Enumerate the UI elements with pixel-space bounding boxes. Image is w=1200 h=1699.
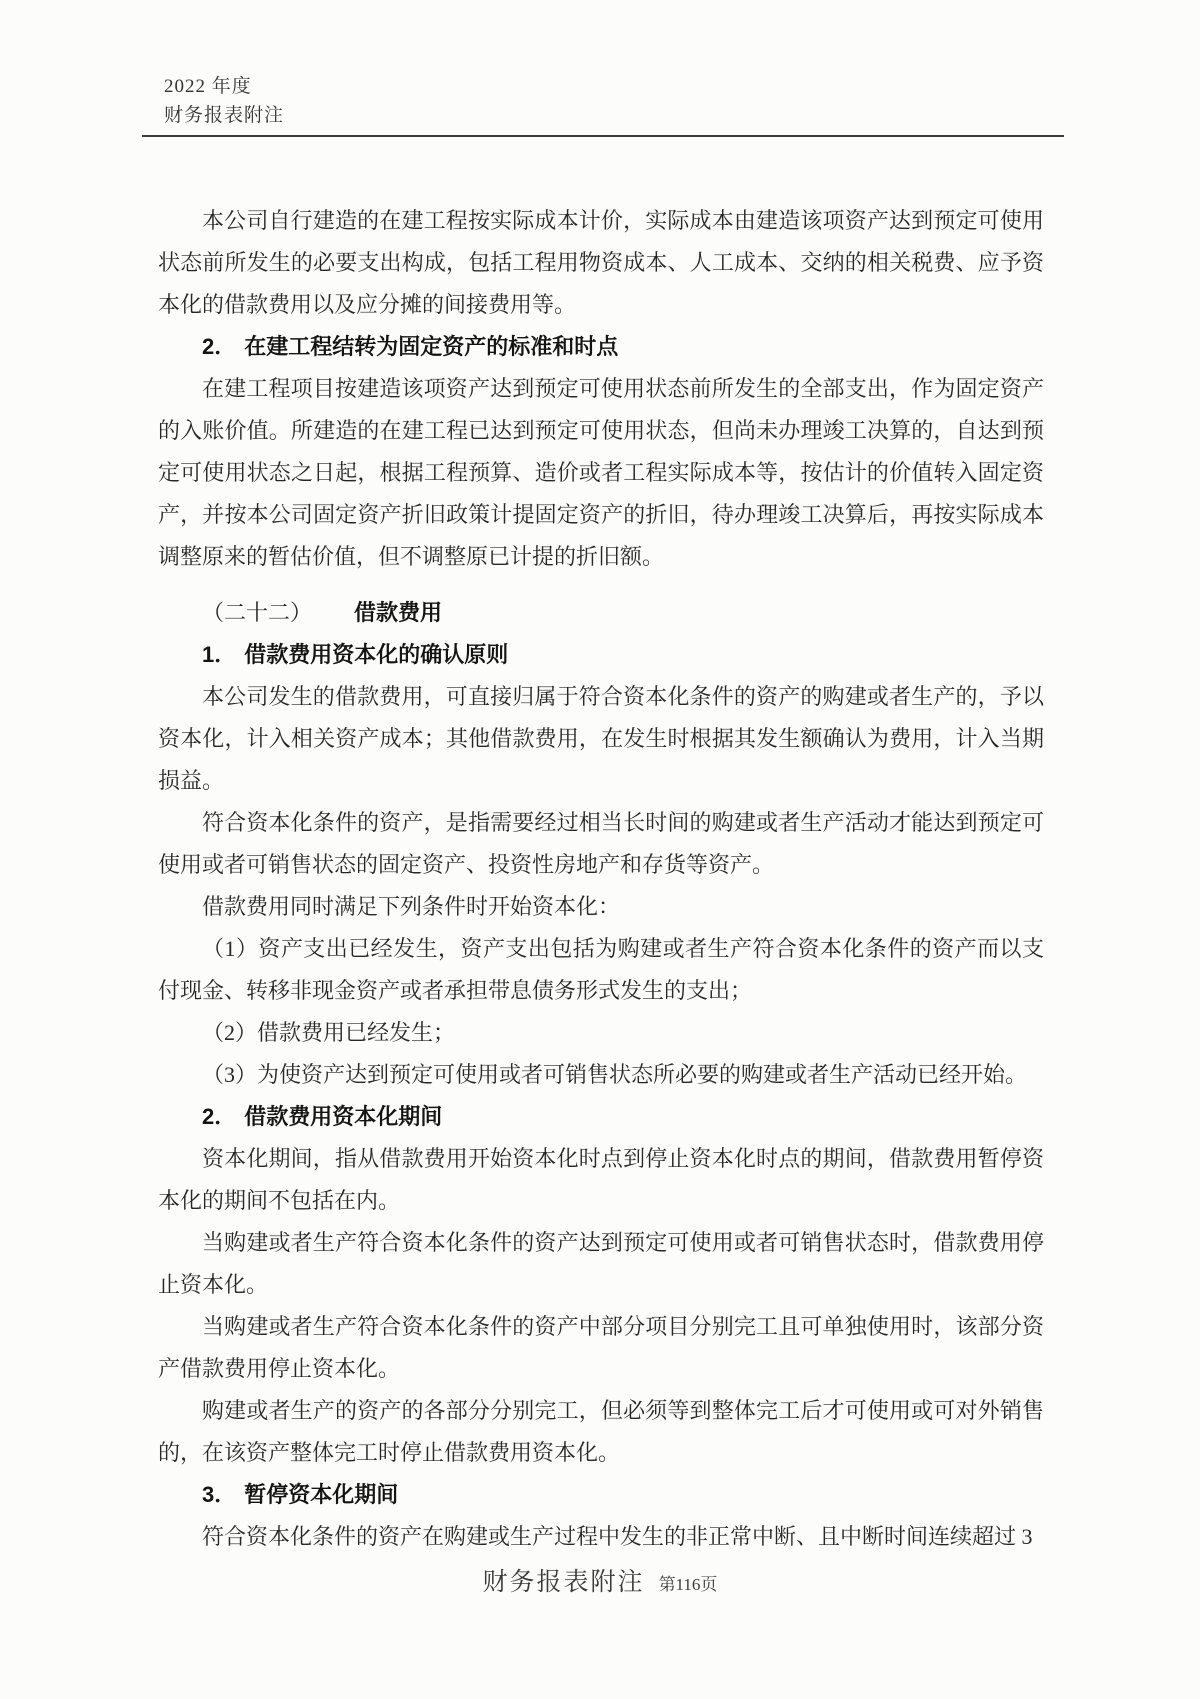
para-cip-cost-basis: 本公司自行建造的在建工程按实际成本计价，实际成本由建造该项资产达到预定可使用状态前所发生的必要支出构成，包括工程用物资成本、人工成本、交纳的相关税费、应予资本化的借款费用以及应分摊的间接费用等。 [158, 208, 1044, 317]
section-heading-borrowing-costs [158, 592, 1044, 634]
heading-capitalization-recognition [158, 634, 1044, 676]
page-header [164, 72, 284, 130]
para-cease-capitalization-ready-state: 当购建或者生产符合资本化条件的资产达到预定可使用或者可销售状态时，借款费用停止资本化。 [158, 1230, 1044, 1297]
heading-capitalization-period [158, 1096, 1044, 1138]
heading-title: 借款费用资本化期间 [244, 1104, 443, 1129]
section-title: 借款费用 [354, 600, 443, 625]
section-number: （二十二） [202, 600, 313, 625]
heading-cip-transfer-standard [158, 326, 1044, 368]
heading-title: 暂停资本化期间 [244, 1482, 399, 1507]
para-abnormal-interruption: 符合资本化条件的资产在购建或生产过程中发生的非正常中断、且中断时间连续超过 3 [202, 1524, 1033, 1549]
para-capitalization-period-definition: 资本化期间，指从借款费用开始资本化时点到停止资本化时点的期间，借款费用暂停资本化的期间不包括在内。 [158, 1146, 1044, 1213]
heading-number: 3． [202, 1482, 237, 1507]
para-condition-2-costs-incurred: （2）借款费用已经发生； [202, 1020, 456, 1045]
para-cip-transfer-detail: 在建工程项目按建造该项资产达到预定可使用状态前所发生的全部支出，作为固定资产的入账价值。所建造的在建工程已达到预定可使用状态，但尚未办理竣工决算的，自达到预定可使用状态之日起，根据工程预算、造价或者工程实际成本等，按估计的价值转入固定资产，并按本公司固定资产折旧政策计提固定资产的折旧，待办理竣工决算后，再按实际成本调整原来的暂估价值，但不调整原已计提的折旧额。 [158, 376, 1044, 569]
heading-number: 2． [202, 334, 237, 359]
para-overall-completion: 购建或者生产的资产的各部分分别完工，但必须等到整体完工后才可使用或可对外销售的，在该资产整体完工时停止借款费用资本化。 [158, 1398, 1044, 1465]
heading-number: 1． [202, 642, 237, 667]
header-year-line: 2022 年度 [164, 76, 252, 97]
para-partial-completion: 当购建或者生产符合资本化条件的资产中部分项目分别完工且可单独使用时，该部分资产借款费用停止资本化。 [158, 1314, 1044, 1381]
footer-page-number: 第116页 [658, 1575, 718, 1594]
header-rule [142, 135, 1064, 137]
footer-doc-title: 财务报表附注 [482, 1569, 645, 1596]
para-condition-1-expenditure: （1）资产支出已经发生，资产支出包括为购建或者生产符合资本化条件的资产而以支付现金、转移非现金资产或者承担带息债务形式发生的支出； [158, 936, 1044, 1003]
heading-title: 在建工程结转为固定资产的标准和时点 [244, 334, 619, 359]
para-borrowing-costs-recognition: 本公司发生的借款费用，可直接归属于符合资本化条件的资产的购建或者生产的，予以资本化，计入相关资产成本；其他借款费用，在发生时根据其发生额确认为费用，计入当期损益。 [158, 684, 1044, 793]
para-condition-3-activities-started: （3）为使资产达到预定可使用或者可销售状态所必要的购建或者生产活动已经开始。 [202, 1062, 1028, 1087]
header-doc-title: 财务报表附注 [164, 105, 285, 126]
heading-title: 借款费用资本化的确认原则 [244, 642, 509, 667]
para-capitalization-conditions-intro: 借款费用同时满足下列条件时开始资本化： [202, 894, 621, 919]
document-body [158, 200, 1044, 1558]
page-footer [0, 1562, 1200, 1598]
para-qualifying-assets-definition: 符合资本化条件的资产，是指需要经过相当长时间的购建或者生产活动才能达到预定可使用或者可销售状态的固定资产、投资性房地产和存货等资产。 [158, 810, 1044, 877]
heading-suspension-period [158, 1474, 1044, 1516]
heading-number: 2． [202, 1104, 237, 1129]
